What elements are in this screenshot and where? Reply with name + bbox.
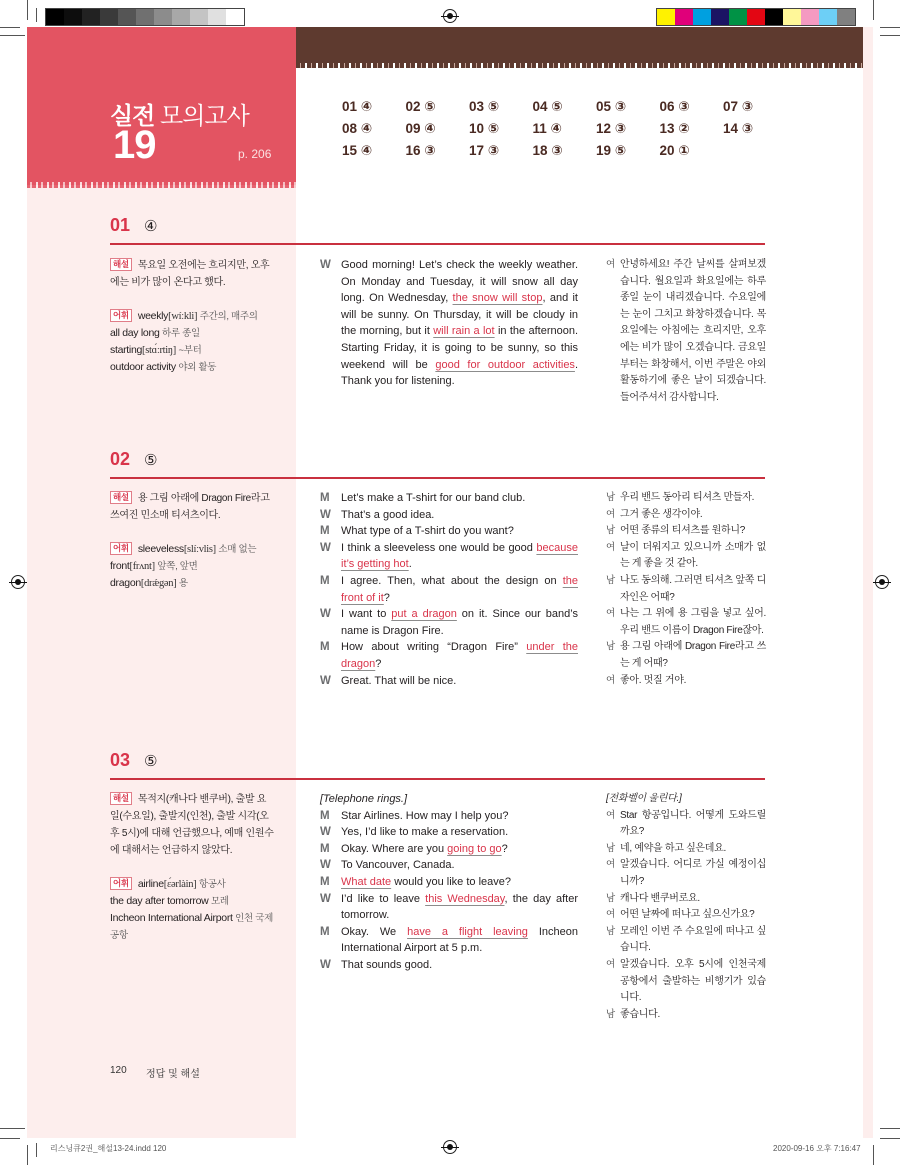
speaker-label: M [320, 809, 330, 822]
korean-translation [606, 257, 766, 406]
explanation-badge: 해설 [110, 491, 132, 504]
answer-key-item: 02 ⑤ [405, 99, 436, 114]
color-swatch [172, 9, 190, 25]
speaker-label: W [320, 541, 331, 554]
translation-line [606, 507, 766, 524]
speaker-label-ko: 여 [606, 541, 615, 553]
print-slug-timestamp: 2020-09-16 오후 7:16:47 [773, 1144, 861, 1153]
answer-key-item: 01 ④ [342, 99, 373, 114]
key-phrase: going to go [447, 842, 502, 855]
key-phrase: the snow will stop [452, 292, 543, 305]
color-swatch [783, 9, 801, 25]
cmyk-color-bar [656, 8, 856, 26]
speaker-label: W [320, 259, 331, 271]
speaker-label-ko: 여 [606, 608, 615, 620]
script-text: Great. That will be nice. [341, 674, 457, 687]
registration-mark-icon [443, 9, 457, 23]
answer-key-item: 13 ② [659, 121, 690, 136]
speaker-label-ko: 여 [606, 909, 615, 921]
vocab-meaning: 야외 활동 [178, 362, 217, 373]
script-text: How about writing “Dragon Fire” under the dragon? [341, 641, 578, 670]
answer-key-item: 07 ③ [723, 99, 754, 114]
explanation-text: 목요일 오전에는 흐리지만, 오후에는 비가 많이 온다고 했다. [110, 260, 270, 288]
translation-text: 날이 더워지고 있으니까 소매가 없는 게 좋을 것 같아. [620, 541, 766, 570]
script-line [320, 573, 578, 606]
explanation-column [110, 257, 275, 376]
color-swatch [136, 9, 154, 25]
crop-mark [880, 1138, 900, 1139]
speaker-label-ko: 남 [606, 525, 615, 537]
script-line [320, 957, 578, 974]
question-section-01 [110, 215, 766, 403]
answer-key-item: 18 ③ [532, 143, 563, 158]
english-script [320, 490, 578, 689]
speaker-label: W [320, 826, 331, 839]
speaker-label-ko: 남 [606, 641, 615, 653]
color-swatch [100, 9, 118, 25]
vocab-meaning: 모레 [210, 896, 229, 907]
english-script [320, 257, 578, 390]
vocab-word: the day after tomorrow [110, 895, 209, 907]
vocab-pronunciation: [ɛ́ərlàin] [163, 879, 197, 890]
script-line [320, 841, 578, 858]
title-light: 모의고사 [154, 103, 249, 130]
vocab-word: front [110, 560, 130, 572]
question-answer: ④ [144, 218, 158, 235]
explanation-column [110, 490, 275, 592]
script-line [320, 874, 578, 891]
translation-line [606, 490, 766, 507]
explanation-column [110, 791, 275, 944]
speaker-label: M [320, 574, 330, 587]
speaker-label-ko: 남 [606, 842, 615, 854]
speaker-label: M [320, 525, 330, 538]
answer-key-item: 06 ③ [659, 99, 690, 114]
english-script [320, 791, 578, 974]
vocab-list [110, 876, 275, 944]
vocab-meaning: 항공사 [198, 879, 226, 890]
speaker-label-ko: 여 [606, 674, 615, 686]
speaker-label-ko: 여 [606, 809, 615, 821]
script-text: That sounds good. [341, 958, 433, 971]
script-text: I agree. Then, what about the design on the front of it? [341, 574, 578, 604]
section-heading [110, 750, 765, 772]
vocab-item [110, 876, 275, 893]
translation-line [606, 523, 766, 540]
vocab-list [110, 541, 275, 592]
vocab-badge: 어휘 [110, 309, 132, 322]
speaker-label: M [320, 875, 330, 888]
vocab-meaning: 앞쪽, 앞면 [157, 561, 198, 572]
crop-mark [27, 0, 28, 20]
section-heading [110, 215, 765, 237]
translation-line [606, 639, 766, 672]
speaker-label: M [320, 842, 330, 855]
color-swatch [801, 9, 819, 25]
translation-line [606, 891, 766, 908]
vocab-word: outdoor activity [110, 361, 176, 373]
answer-key-item: 10 ⑤ [469, 121, 500, 136]
speaker-label: M [320, 641, 330, 654]
translation-line [606, 924, 766, 957]
explanation [110, 257, 275, 291]
color-swatch [226, 9, 244, 25]
vocab-pronunciation: [frʌnt] [129, 561, 155, 572]
vocab-word: dragon [110, 577, 141, 589]
translation-line [606, 606, 766, 639]
translation-text: 좋아. 멋질 거야. [620, 674, 687, 686]
vocab-pronunciation: [wíːkli] [168, 311, 198, 322]
answer-key-item: 03 ⑤ [469, 99, 500, 114]
script-line [320, 639, 578, 672]
script-text: Okay. We have a flight leaving Incheon International Airport at 5 p.m. [341, 925, 579, 955]
question-answer: ⑤ [144, 753, 158, 770]
color-swatch [693, 9, 711, 25]
speaker-label-ko: 여 [606, 259, 615, 270]
color-swatch [154, 9, 172, 25]
translation-text: 용 그림 아래에 Dragon Fire라고 쓰는 게 어때? [620, 641, 766, 669]
key-phrase: this Wednesday [425, 892, 505, 905]
key-phrase: have a flight leaving [407, 925, 528, 938]
registration-mark-icon [443, 1140, 457, 1154]
answer-key-item: 14 ③ [723, 121, 754, 136]
script-line [320, 507, 578, 524]
stage-direction-ko: [전화벨이 울린다.] [606, 793, 682, 804]
translation-line [606, 540, 766, 573]
speaker-label: W [320, 608, 331, 621]
page-number: 120 [110, 1065, 127, 1076]
vocab-item [110, 910, 275, 944]
crop-mark [0, 1138, 20, 1139]
script-text: I want to put a dragon on it. Since our band’s name is Dragon Fire. [341, 608, 578, 637]
script-line [320, 824, 578, 841]
vocab-meaning: 용 [178, 578, 188, 589]
color-swatch [837, 9, 855, 25]
script-line [320, 257, 578, 390]
right-margin-background [863, 27, 873, 1138]
translation-line [606, 257, 766, 406]
vocab-word: starting [110, 344, 143, 356]
script-line [320, 857, 578, 874]
speaker-label: W [320, 508, 331, 521]
script-text: To Vancouver, Canada. [341, 859, 455, 872]
answer-key-item: 19 ⑤ [596, 143, 627, 158]
vocab-badge: 어휘 [110, 877, 132, 890]
script-line [320, 808, 578, 825]
vocab-meaning: ~부터 [178, 345, 202, 356]
color-swatch [118, 9, 136, 25]
answer-key-item: 08 ④ [342, 121, 373, 136]
translation-text: 그거 좋은 생각이야. [620, 508, 703, 520]
crop-mark [36, 8, 37, 22]
key-phrase: good for outdoor activities [435, 358, 575, 371]
script-text: Let’s make a T-shirt for our band club. [341, 492, 526, 504]
translation-line [606, 957, 766, 1007]
crop-mark [0, 27, 20, 28]
stage-direction: [Telephone rings.] [320, 793, 408, 805]
vocab-word: all day long [110, 327, 160, 339]
title-bold: 실전 [110, 103, 155, 130]
translation-line [606, 808, 766, 841]
script-line [320, 490, 578, 507]
crop-mark [873, 0, 874, 20]
registration-mark-icon [11, 575, 25, 589]
vocab-pronunciation: [drǽgən] [140, 578, 177, 589]
explanation-text: 용 그림 아래에 Dragon Fire라고 쓰여진 민소매 티셔츠이다. [110, 493, 270, 521]
translation-text: 나는 그 위에 용 그림을 넣고 싶어. 우리 밴드 이름이 Dragon Fire잖아. [620, 608, 766, 636]
vocab-item [110, 325, 275, 342]
speaker-label-ko: 남 [606, 492, 615, 503]
key-phrase: under the dragon [341, 641, 578, 670]
translation-line [606, 857, 766, 890]
crop-mark [27, 1145, 28, 1165]
print-slug-filename: 리스닝큐2권_해설13-24.indd 120 [50, 1144, 167, 1153]
section-divider [110, 778, 765, 780]
crop-mark [873, 1145, 874, 1165]
vocab-word: sleeveless [137, 543, 184, 555]
crop-mark [880, 1128, 900, 1129]
script-line [320, 523, 578, 540]
script-text: Good morning! Let’s check the weekly weather. On Monday and Tuesday, it will snow all day long. On Wednesday, the snow will stop, and it will be sunny. On Thursday, it will be cloudy in the morning, but it will rain a lot in the afternoon. Starting Friday, it is going to be sunny, so this weekend will be good for outdoor activities. Thank you for listening. [341, 259, 579, 388]
grayscale-color-bar [45, 8, 245, 26]
vocab-item [110, 575, 275, 592]
key-phrase: put a dragon [391, 608, 457, 621]
korean-translation [606, 490, 766, 689]
key-phrase: will rain a lot [433, 325, 495, 338]
translation-line [606, 673, 766, 690]
color-swatch [82, 9, 100, 25]
explanation-text: 목적지(캐나다 밴쿠버), 출발 요일(수요일), 출발지(인천), 출발 시각(오후 5시)에 대해 언급했으나, 예매 인원수에 대해서는 언급하지 않았다. [110, 794, 274, 856]
speaker-label-ko: 여 [606, 859, 615, 871]
script-line [320, 891, 578, 924]
script-line [320, 924, 578, 957]
speaker-label-ko: 남 [606, 1008, 615, 1020]
page-reference: p. 206 [238, 147, 272, 161]
color-swatch [711, 9, 729, 25]
section-heading [110, 449, 765, 471]
answer-key-item: 15 ④ [342, 143, 373, 158]
explanation-badge: 해설 [110, 258, 132, 271]
answer-key-grid [342, 99, 787, 159]
question-number: 02 [110, 449, 131, 469]
crop-mark [0, 1128, 25, 1129]
color-swatch [675, 9, 693, 25]
korean-translation [606, 791, 766, 1023]
script-text: I’d like to leave this Wednesday, the day after tomorrow. [341, 892, 579, 922]
translation-text: 알겠습니다. 어디로 가실 예정이십니까? [620, 859, 766, 887]
color-swatch [190, 9, 208, 25]
question-section-02 [110, 449, 766, 687]
speaker-label: W [320, 892, 331, 905]
color-swatch [657, 9, 675, 25]
speaker-label: W [320, 958, 331, 971]
color-swatch [208, 9, 226, 25]
speaker-label: W [320, 674, 331, 687]
script-text: Yes, I’d like to make a reservation. [341, 826, 509, 839]
explanation [110, 490, 275, 524]
translation-text: 좋습니다. [620, 1008, 660, 1020]
translation-text: 어떤 날짜에 떠나고 싶으신가요? [620, 909, 755, 921]
translation-text: 안녕하세요! 주간 날씨를 살펴보겠습니다. 월요일과 화요일에는 하루 종일 눈이 내리겠습니다. 수요일에는 눈이 그치고 화창하겠습니다. 목요일에는 아침에는 흐리지만, 오후에는 비가 많이 오겠습니다. 금요일부터는 화창해서, 이번 주말은 야외 활동하기에 좋은 날이 되겠습니다. 들어주셔서 감사합니다. [620, 259, 766, 403]
translation-text: 나도 동의해. 그러면 티셔츠 앞쪽 디자인은 어때? [620, 574, 766, 603]
question-number: 03 [110, 750, 131, 770]
vocab-badge: 어휘 [110, 542, 132, 555]
translation-line [606, 907, 766, 924]
speaker-label: M [320, 925, 330, 938]
translation-line [606, 1007, 766, 1024]
answer-key-item: 16 ③ [405, 143, 436, 158]
book-section-title: 정답 및 해설 [146, 1069, 200, 1080]
translation-text: 네, 예약을 하고 싶은데요. [620, 842, 726, 854]
speaker-label-ko: 남 [606, 574, 615, 586]
vocab-word: airline [137, 878, 164, 890]
vocab-meaning: 하루 종일 [162, 328, 200, 339]
vocab-item [110, 541, 275, 558]
answer-key-item: 11 ④ [532, 121, 562, 136]
vocab-pronunciation: [stɑ́ːrtiŋ] [142, 345, 176, 356]
speaker-label-ko: 남 [606, 892, 615, 904]
vocab-item [110, 558, 275, 575]
vocab-meaning: 인천 국제 공항 [110, 913, 273, 941]
answer-key-item: 20 ① [659, 143, 690, 158]
color-swatch [46, 9, 64, 25]
section-divider [110, 243, 765, 245]
color-swatch [729, 9, 747, 25]
script-text: That’s a good idea. [341, 508, 435, 521]
translation-text: 모레인 이번 주 수요일에 떠나고 싶습니다. [620, 925, 766, 954]
speaker-label: W [320, 859, 331, 872]
vocab-item [110, 893, 275, 910]
color-swatch [64, 9, 82, 25]
answer-key-item: 04 ⑤ [532, 99, 563, 114]
translation-text: 우리 밴드 동아리 티셔츠 만들자. [620, 492, 755, 503]
translation-line [606, 841, 766, 858]
vocab-item [110, 342, 275, 359]
translation-text: 알겠습니다. 오후 5시에 인천국제공항에서 출발하는 비행기가 있습니다. [620, 958, 766, 1004]
script-line [320, 673, 578, 690]
registration-mark-icon [875, 575, 889, 589]
translation-text: 어떤 종류의 티셔츠를 원하니? [620, 525, 746, 537]
answer-key-item: 05 ③ [596, 99, 627, 114]
script-line [320, 606, 578, 639]
script-line [320, 540, 578, 573]
answer-key-item: 12 ③ [596, 121, 627, 136]
color-swatch [819, 9, 837, 25]
test-number: 19 [113, 123, 156, 167]
vocab-meaning: 주간의, 매주의 [199, 311, 258, 322]
translation-line [606, 573, 766, 606]
vocab-word: Incheon International Airport [110, 912, 233, 924]
translation-text: Star 항공입니다. 어떻게 도와드릴까요? [620, 809, 766, 838]
speaker-label-ko: 여 [606, 958, 615, 970]
key-phrase: because it’s getting hot [341, 541, 578, 571]
crop-mark [880, 35, 900, 36]
vocab-word: weekly [137, 310, 169, 322]
question-section-03 [110, 750, 766, 1020]
speaker-label: M [320, 492, 330, 504]
crop-mark [0, 35, 25, 36]
color-swatch [765, 9, 783, 25]
crop-mark [880, 27, 900, 28]
vocab-item [110, 308, 275, 325]
color-swatch [747, 9, 765, 25]
vocab-item [110, 359, 275, 376]
header-brown-band [296, 27, 863, 65]
answer-key-item: 17 ③ [469, 143, 500, 158]
answer-key-item: 09 ④ [405, 121, 436, 136]
key-phrase: the front of it [341, 574, 578, 604]
vocab-meaning: 소매 없는 [218, 544, 257, 555]
key-phrase: What date [341, 875, 392, 888]
crop-mark [36, 1143, 37, 1157]
question-number: 01 [110, 215, 131, 235]
script-text: Star Airlines. How may I help you? [341, 809, 509, 822]
script-text: I think a sleeveless one would be good because it’s getting hot. [341, 541, 578, 571]
script-text: What date would you like to leave? [341, 875, 511, 888]
question-answer: ⑤ [144, 452, 158, 469]
script-text: Okay. Where are you going to go? [341, 842, 508, 855]
speaker-label-ko: 남 [606, 925, 615, 937]
vocab-pronunciation: [slíːvlis] [183, 544, 216, 555]
section-divider [110, 477, 765, 479]
explanation [110, 791, 275, 859]
vocab-list [110, 308, 275, 376]
speaker-label-ko: 여 [606, 508, 615, 520]
explanation-badge: 해설 [110, 792, 132, 805]
translation-text: 캐나다 밴쿠버로요. [620, 892, 700, 904]
script-text: What type of a T-shirt do you want? [341, 525, 514, 538]
